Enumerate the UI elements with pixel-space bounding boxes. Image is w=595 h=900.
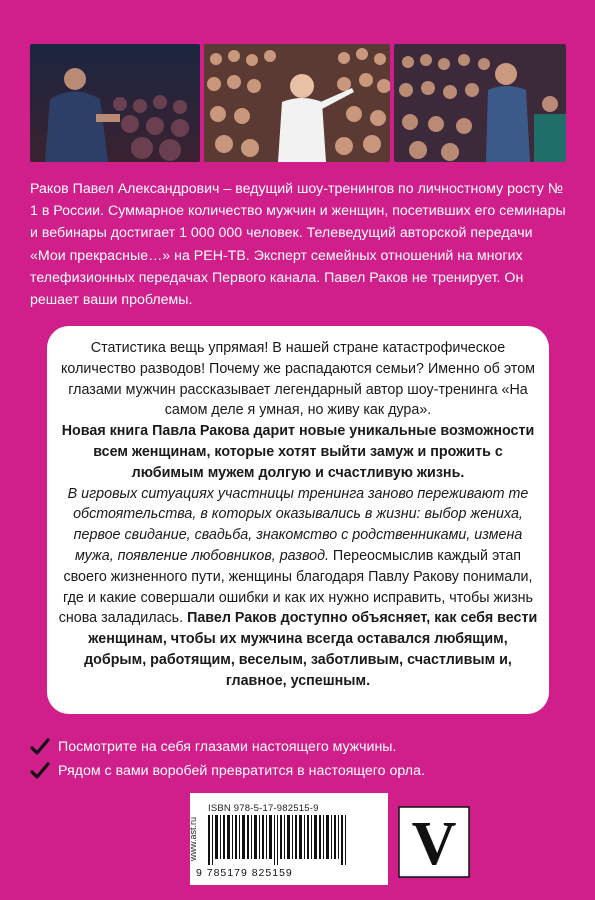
description-highlight: Новая книга Павла Ракова дарит новые уникальные возможности всем женщинам, которые хотят выйти замуж и прожить с любимым мужем долгую и счастливую жизнь. xyxy=(61,423,535,481)
description-body xyxy=(57,484,539,692)
bullet-list xyxy=(30,736,570,784)
list-item xyxy=(30,760,570,784)
publisher-logo-icon xyxy=(398,806,470,878)
description-conclusion: Павел Раков доступно объясняет, как себя вести женщинам, чтобы их мужчина всегда оставался любящим, добрым, работящим, веселым, заботливым, счастливым и, главное, успешным. xyxy=(84,610,538,689)
checkmark-icon xyxy=(30,761,50,781)
isbn-label: ISBN 978-5-17-982515-9 xyxy=(208,803,319,814)
barcode-digits: 9 785179 825159 xyxy=(196,867,293,879)
author-bio xyxy=(30,178,570,311)
list-item xyxy=(30,736,570,760)
bullet-text: Посмотрите на себя глазами настоящего мужчины. xyxy=(58,739,397,755)
author-bio-text: Раков Павел Александрович – ведущий шоу-тренингов по личностному росту № 1 в России. Суммарное количество мужчин и женщин, посетивших его семинары и вебинары достигает 1 000 000 человек. Телеведущий авторской передачи «Мои прекрасные…» на РЕН-ТВ. Эксперт семейных отношений на многих телефизионных передачах Первого канала. Павел Раков не тренирует. Он решает ваши проблемы. xyxy=(30,181,566,309)
seminar-photo-1 xyxy=(30,44,200,162)
publisher-site: www.ast.ru xyxy=(188,817,198,862)
barcode-icon xyxy=(208,815,346,865)
description-italic: В игровых ситуациях участницы тренинга заново переживают те обстоятельства, в которых оказывались в жизни: выбор жениха, первое свидание, свадьба, знакомство с родственниками, измена мужа, появление любовников, развод. xyxy=(67,485,529,564)
checkmark-icon xyxy=(30,737,50,757)
description-intro: Статистика вещь упрямая! В нашей стране катастрофическое количество разводов! Почему же распадаются семьи? Именно об этом глазами мужчин рассказывает легендарный автор шоу-тренинга «На самом деле я умная, но живу как дура». xyxy=(61,340,535,419)
description-card xyxy=(47,326,549,714)
seminar-photo-2 xyxy=(204,44,390,162)
bullet-text: Рядом с вами воробей превратится в настоящего орла. xyxy=(58,763,425,779)
seminar-photo-3 xyxy=(394,44,566,162)
photo-strip xyxy=(30,44,566,162)
barcode-block xyxy=(190,793,388,885)
logo-letter: V xyxy=(411,810,457,878)
description-regular: Переосмыслив каждый этап своего жизненного пути, женщины благодаря Павлу Ракову понимали, где и какие совершали ошибки и как их нужно исправить, чтобы жизнь снова заладилась. xyxy=(58,547,533,627)
